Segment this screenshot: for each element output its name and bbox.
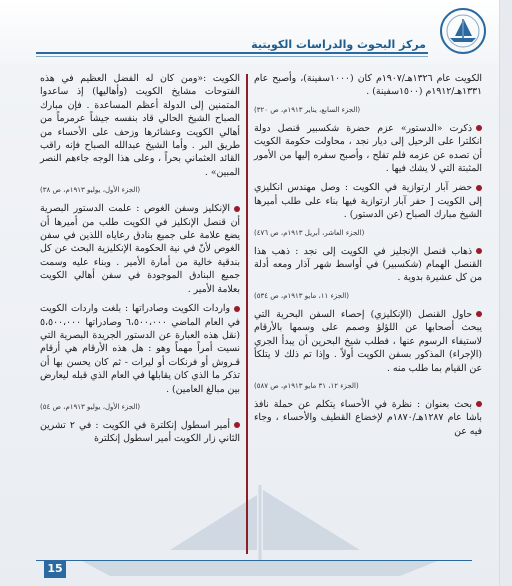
left-paragraph-2: الإنكليز وسفن الغوص : علمت الدستور البصرية أن قنصل الإنكليز في الكويت طلب من أميرها أن يضع علامة على جميع بنادق رعاياه اللذين في سفن الغوص لأنّ في نية الحكومة الإنكليزية البحث عن كل بندقية خالية من أمارة الأمير . وبناء عليه وسمت جميع البنادق الموجودة في سفن أهالي الكويت بعلامة الأمير . [40, 203, 240, 295]
ship-watermark-icon [70, 480, 450, 580]
bullet-icon [476, 185, 482, 191]
right-paragraph-4: ذهاب قنصل الإنجليز في الكويت إلى نجد : ذهب هذا القنصل الهمام (شكسبير) في أواسط شهر آذار ومعه أدلة من كل عشيرة بدوية . [254, 245, 482, 284]
right-paragraph-3: حضر آبار ارتوازية في الكويت : وصل مهندس انكليزي إلى الكويت [ حفر آبار ارتوازية فيها بناء على طلب أميرها الشيخ مبارك الصباح (عن الدستور) . [254, 182, 482, 221]
bullet-icon [234, 422, 240, 428]
right-reference-3: (الجزء العاشر، أبريل ١٩١٣م، ص ٤٧٦) [254, 228, 365, 237]
bullet-icon [476, 401, 482, 407]
header-rule [36, 52, 428, 54]
page-header [0, 0, 512, 64]
left-reference-3: (الجزء الأول، يوليو ١٩١٣م، ص ٥٤) [40, 402, 141, 411]
right-paragraph-6: بحث بعنوان : نظرة في الأحساء يتكلم عن حملة نافذ باشا عام ١٢٨٧هـ/١٨٧٠م لإخضاع القطيف والأحساء ، وجاء فيه عن [254, 398, 482, 437]
footer-rule [36, 560, 472, 561]
right-column [254, 72, 482, 444]
header-rule-thin [36, 56, 428, 57]
left-paragraph-1: الكويت :«ومن كان له الفضل العظيم في هذه الفتوحات مشايخ الكويت (وأهاليها) إذ ساعدوا المتمنين إلى الدولة أعظم المساعدة . فإن مبارك الصباح الشيخ الحالي قاد بنفسه جيشاً عرمرماً من أهالي الكويت وعشائرها وزحف على الأحساء من طريق البر . وأما الشيخ عبدالله الصباح فإنه راقب القائد العثماني بحراً ، وعلى هذا الوجه جاءهم النصر المبين» . [40, 73, 240, 178]
bullet-icon [476, 125, 482, 131]
page-edge-strip [499, 0, 512, 586]
column-divider [246, 74, 248, 554]
left-paragraph-3: واردات الكويت وصادراتها : بلغت واردات الكويت في العام الماضي ٦،٥٠٠،٠٠٠ وصادراتها ٥،٥٠٠،٠٠٠ (نقل هذه العبارة عن الدستور الجريدة البصرية التي نسيت أمراً مهماً وهو : هل هذه الأرقام هي أرقام قـروش أو فرنكات أو ليرات - ثم كان يحسن بها أن تذكر ما الذي كان يقابلها في العام الذي قبله ليعارض بين مبالغ العامين) . [40, 303, 240, 395]
page-number: 15 [44, 560, 66, 578]
bullet-icon [234, 306, 240, 312]
left-column [40, 72, 240, 452]
bullet-icon [476, 248, 482, 254]
bullet-icon [476, 311, 482, 317]
header-title: مركز البحوث والدراسات الكويتية [251, 38, 426, 51]
left-paragraph-4: أمير اسطول إنكلترة في الكويت : في ٢ تشرين الثاني زار الكويت أمير اسطول إنكلترة [40, 419, 240, 445]
left-reference-1: (الجزء الأول، يوليو ١٩١٣م، ص ٣٨) [40, 186, 141, 195]
right-reference-5: (الجزء ١٢، ٣١ مايو ١٩١٣م، ص ٥٨٧) [254, 381, 359, 390]
research-center-logo-icon [432, 6, 494, 56]
right-paragraph-2: ذكرت «الدستور» عزم حضرة شكسبير قنصل دولة انكلترا على الرحيل إلى ديار نجد ، محاولت حكومة الكويت أن تصده عن عزمه فلم تفلح ، وأصبح سفره إليها من الأمور المثبتة التي لا يشك فيها . [254, 122, 482, 175]
right-reference-4: (الجزء ١١، مايو ١٩١٣م، ص ٥٣٤) [254, 291, 349, 300]
bullet-icon [234, 206, 240, 212]
right-reference-1: (الجزء السابع، يناير ١٩١٣م، ص ٣٢٠) [254, 105, 361, 114]
right-paragraph-1: الكويت عام ١٣٢٦هـ/١٩٠٧م كان (١٠٠٠سفينة)، وأصبح عام ١٣٣١هـ/١٩١٢م (١٥٠٠سفينة) . [254, 73, 482, 98]
right-paragraph-5: حاول القنصل (الإنكليزي) إحصاء السفن البحرية التي يبحث أصحابها عن اللؤلؤ وصمم على وسمها بالأرقام لاستيفاء الرسوم عنها ، فطلب شيخ البحرين أن يبدأ الجري (الإجراء) المذكور بسفن الكويت أولاً . وإذا تم ذلك لا يتلكأ عن القيام بما طلب منه . [254, 308, 482, 374]
